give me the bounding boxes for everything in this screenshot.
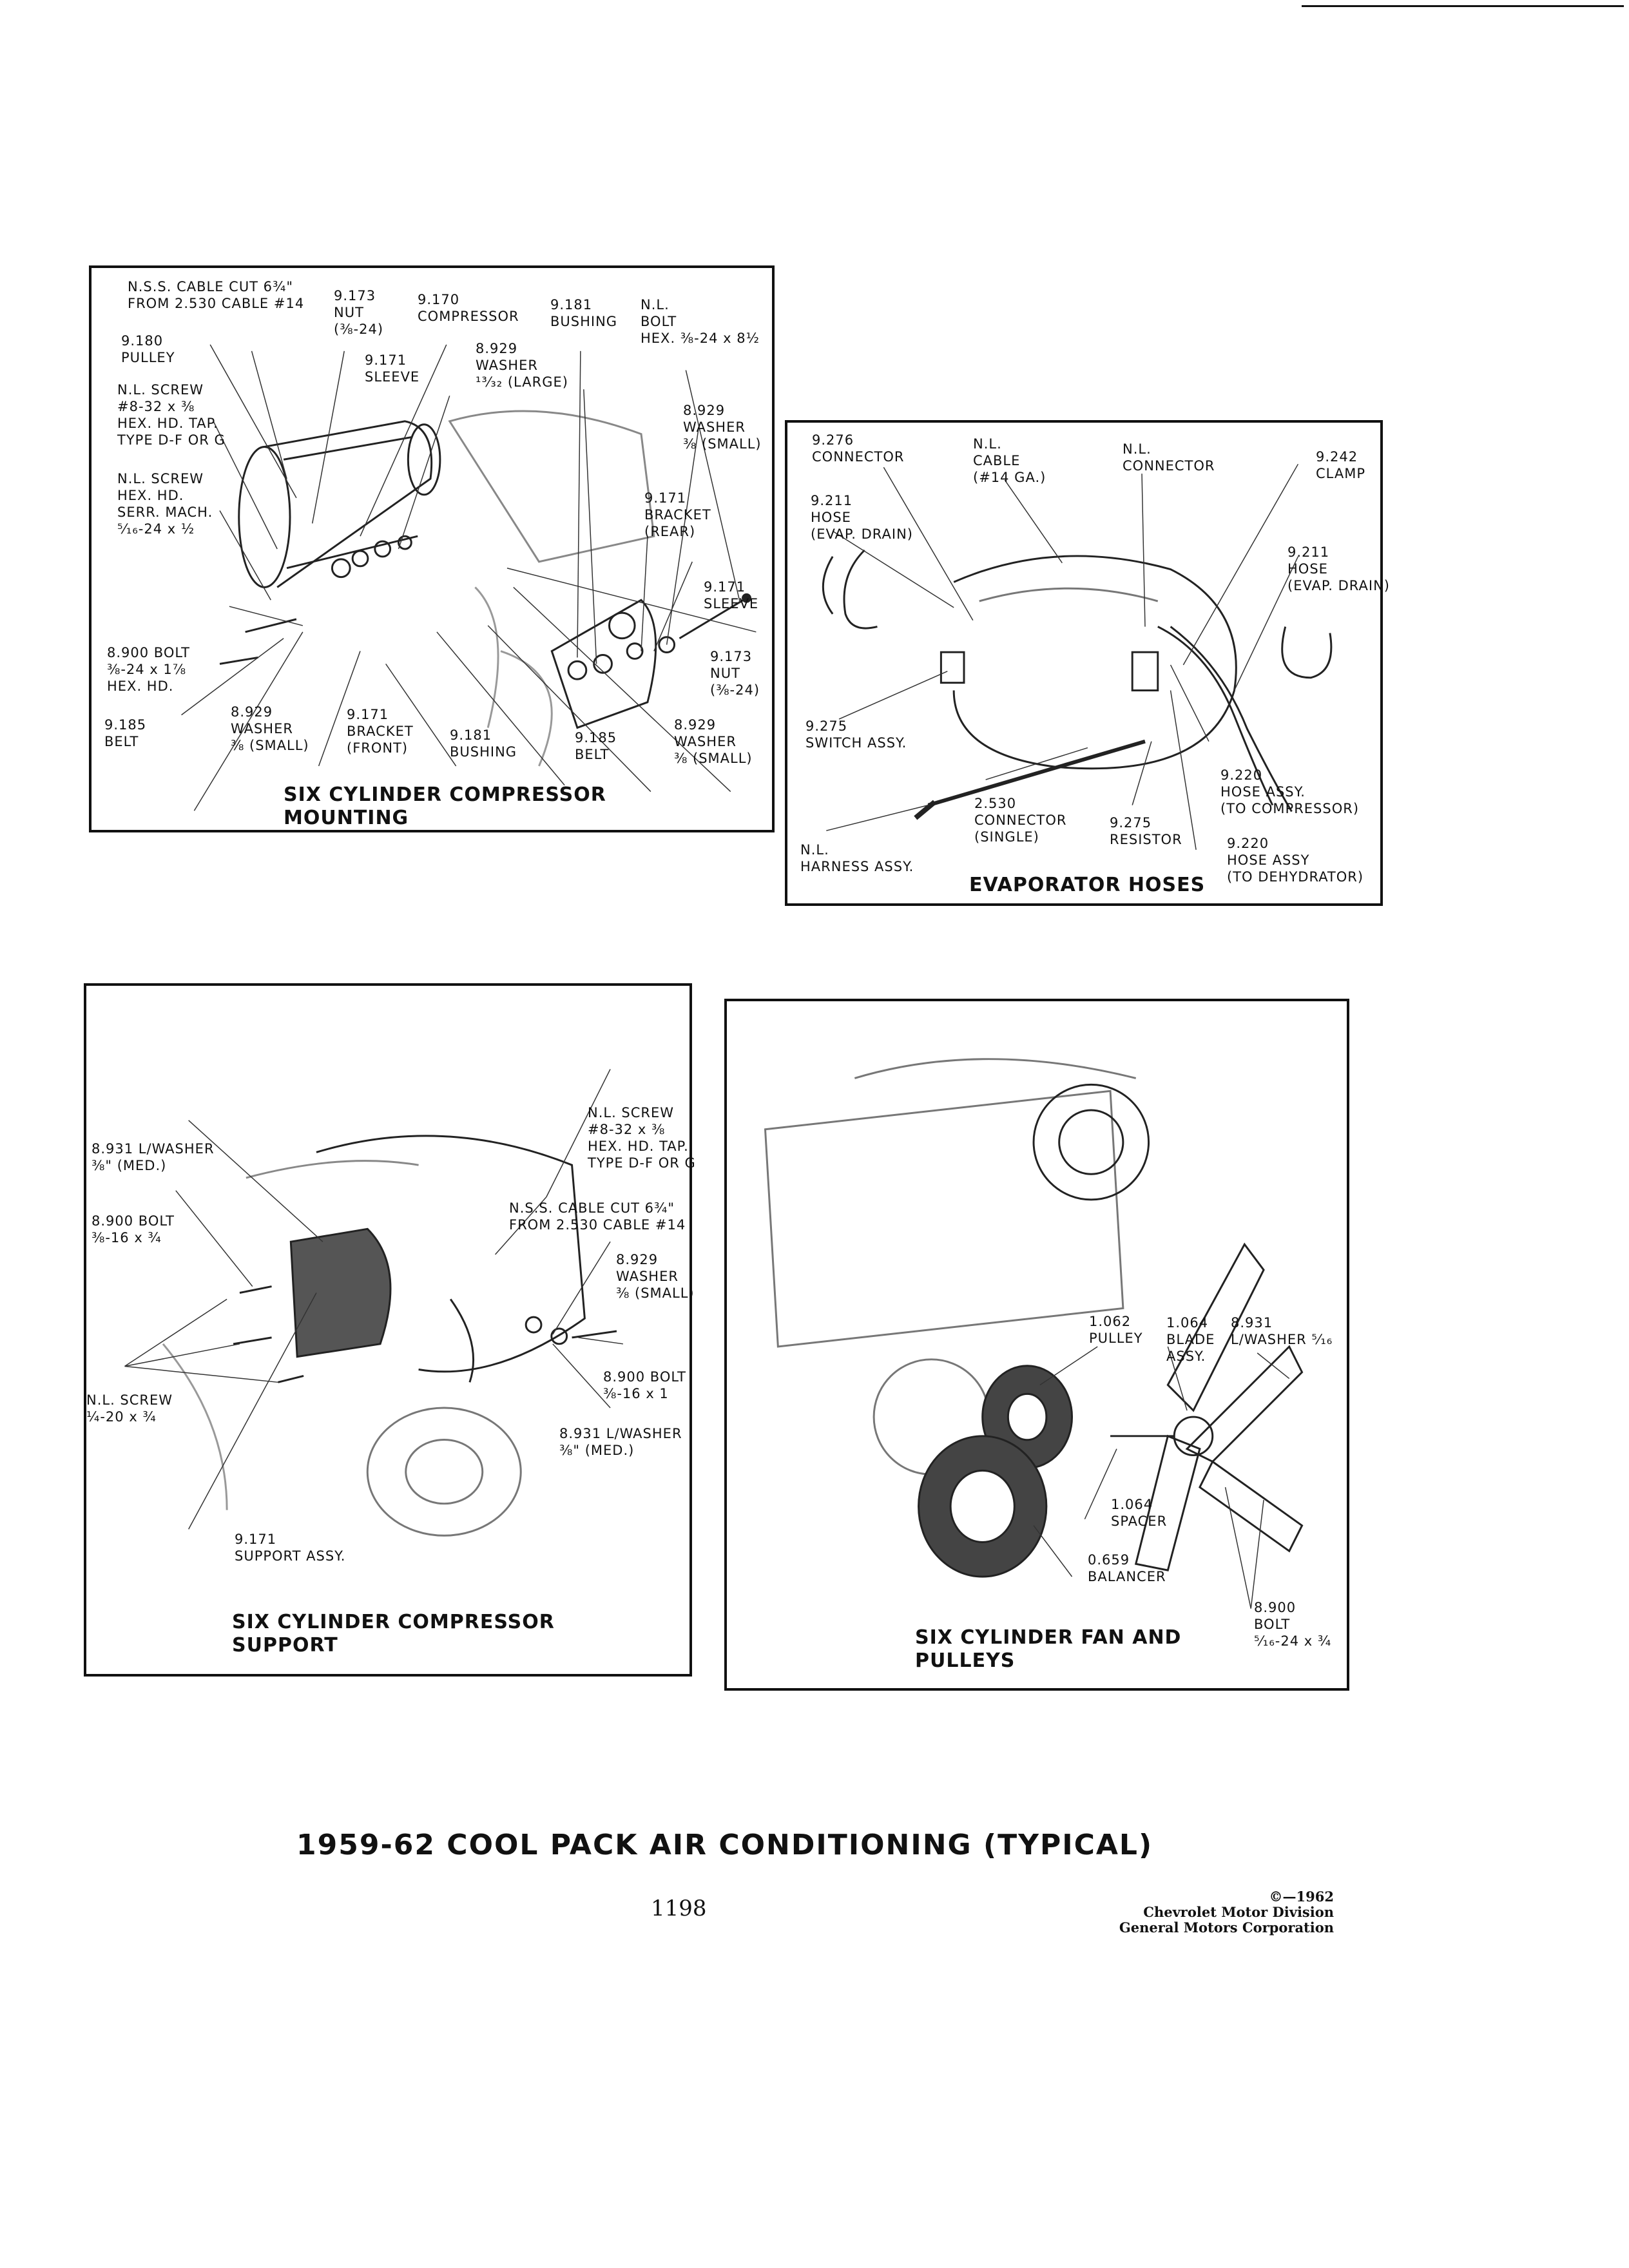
page-number: 1198 xyxy=(651,1896,707,1921)
label-washer-small-support: 8.929 WASHER ⅜ (SMALL) xyxy=(616,1252,695,1301)
copyright-corporation: General Motors Corporation xyxy=(1119,1919,1334,1936)
label-bolt-8900: 8.900 BOLT ⅜-24 x 1⅞ HEX. HD. xyxy=(107,645,190,694)
label-belt-right: 9.185 BELT xyxy=(575,730,617,762)
label-nl-connector: N.L. CONNECTOR xyxy=(1123,441,1215,474)
label-connector-single: 2.530 CONNECTOR (SINGLE) xyxy=(974,796,1067,845)
copyright-block xyxy=(1070,1889,1334,1936)
label-pulley: 9.180 PULLEY xyxy=(121,333,175,365)
label-switch-assy: 9.275 SWITCH ASSY. xyxy=(805,718,907,751)
panel-fan-pulleys xyxy=(724,999,1349,1691)
label-lwasher-fan: 8.931 L/WASHER ⁵⁄₁₆ xyxy=(1231,1315,1333,1347)
label-lwasher-top: 8.931 L/WASHER ⅜" (MED.) xyxy=(92,1141,215,1173)
label-lwasher-bottom: 8.931 L/WASHER ⅜" (MED.) xyxy=(559,1426,682,1458)
top-rule xyxy=(1302,5,1624,7)
label-nl-screw-bottom: N.L. SCREW ¼-20 x ¾ xyxy=(86,1392,173,1425)
copyright-division: Chevrolet Motor Division xyxy=(1143,1904,1334,1920)
label-belt-left: 9.185 BELT xyxy=(104,717,147,749)
label-bushing-9181-top: 9.181 BUSHING xyxy=(550,297,618,329)
label-nl-screw-top: N.L. SCREW #8-32 x ⅜ HEX. HD. TAP. TYPE D-F OR G xyxy=(588,1105,696,1171)
label-nss-cable: N.S.S. CABLE CUT 6¾" FROM 2.530 CABLE #14 xyxy=(128,279,305,311)
label-spacer: 1.064 SPACER xyxy=(1111,1497,1168,1529)
label-harness: N.L. HARNESS ASSY. xyxy=(800,842,914,874)
label-bolt-8900-right: 8.900 BOLT ⅜-16 x 1 xyxy=(603,1369,686,1401)
compressor-mounting-illustration xyxy=(92,268,772,830)
label-compressor: 9.170 COMPRESSOR xyxy=(418,292,519,324)
label-washer-small-bottom: 8.929 WASHER ⅜ (SMALL) xyxy=(674,717,753,766)
label-support-assy: 9.171 SUPPORT ASSY. xyxy=(235,1532,346,1564)
label-washer-large: 8.929 WASHER ¹³⁄₃₂ (LARGE) xyxy=(476,341,568,390)
label-hose-to-compressor: 9.220 HOSE ASSY. (TO COMPRESSOR) xyxy=(1220,767,1360,816)
copyright-year: ©—1962 xyxy=(1269,1888,1334,1905)
caption-compressor-mounting: SIX CYLINDER COMPRESSOR MOUNTING xyxy=(284,783,606,829)
label-hose-left: 9.211 HOSE (EVAP. DRAIN) xyxy=(811,493,913,542)
label-sleeve-right: 9.171 SLEEVE xyxy=(704,579,759,611)
label-resistor: 9.275 RESISTOR xyxy=(1110,815,1182,847)
label-clamp: 9.242 CLAMP xyxy=(1316,449,1365,481)
page-title: 1959-62 COOL PACK AIR CONDITIONING (TYPICAL) xyxy=(296,1829,1153,1861)
panel-evaporator-hoses xyxy=(785,420,1390,906)
label-balancer: 0.659 BALANCER xyxy=(1088,1552,1166,1584)
label-nut-9173-right: 9.173 NUT (⅜-24) xyxy=(710,649,760,698)
panel-compressor-support xyxy=(84,983,696,1677)
label-bracket-front: 9.171 BRACKET (FRONT) xyxy=(347,707,414,756)
label-nl-screw-832: N.L. SCREW #8-32 x ⅜ HEX. HD. TAP. TYPE D-F OR G xyxy=(117,382,226,448)
label-nl-cable: N.L. CABLE (#14 GA.) xyxy=(973,436,1046,485)
label-nss-cable-support: N.S.S. CABLE CUT 6¾" FROM 2.530 CABLE #14 xyxy=(509,1200,686,1233)
label-bolt-8900-left: 8.900 BOLT ⅜-16 x ¾ xyxy=(92,1213,175,1245)
caption-fan-pulleys: SIX CYLINDER FAN AND PULLEYS xyxy=(915,1626,1182,1672)
panel-compressor-mounting xyxy=(89,265,775,832)
label-bracket-rear: 9.171 BRACKET (REAR) xyxy=(644,490,711,539)
label-washer-small-left: 8.929 WASHER ⅜ (SMALL) xyxy=(231,704,309,753)
label-hose-to-dehydrator: 9.220 HOSE ASSY (TO DEHYDRATOR) xyxy=(1227,836,1364,885)
label-nl-screw-serr: N.L. SCREW HEX. HD. SERR. MACH. ⁵⁄₁₆-24 x ½ xyxy=(117,471,213,537)
label-connector-9276: 9.276 CONNECTOR xyxy=(812,432,905,465)
label-pulley-1062: 1.062 PULLEY xyxy=(1089,1314,1143,1346)
label-nl-bolt: N.L. BOLT HEX. ⅜-24 x 8½ xyxy=(641,297,760,346)
label-blade-assy: 1.064 BLADE ASSY. xyxy=(1166,1315,1215,1364)
label-nut-9173-top: 9.173 NUT (⅜-24) xyxy=(334,288,384,337)
label-bolt-8900-fan: 8.900 BOLT ⁵⁄₁₆-24 x ¾ xyxy=(1254,1600,1332,1649)
caption-compressor-support: SIX CYLINDER COMPRESSOR SUPPORT xyxy=(232,1611,555,1657)
label-bushing-bottom: 9.181 BUSHING xyxy=(450,727,517,760)
label-sleeve-top: 9.171 SLEEVE xyxy=(365,352,420,385)
label-hose-right: 9.211 HOSE (EVAP. DRAIN) xyxy=(1287,544,1390,593)
label-washer-small-right: 8.929 WASHER ⅜ (SMALL) xyxy=(683,403,762,452)
caption-evaporator-hoses: EVAPORATOR HOSES xyxy=(969,874,1206,896)
compressor-support-illustration xyxy=(86,986,689,1674)
